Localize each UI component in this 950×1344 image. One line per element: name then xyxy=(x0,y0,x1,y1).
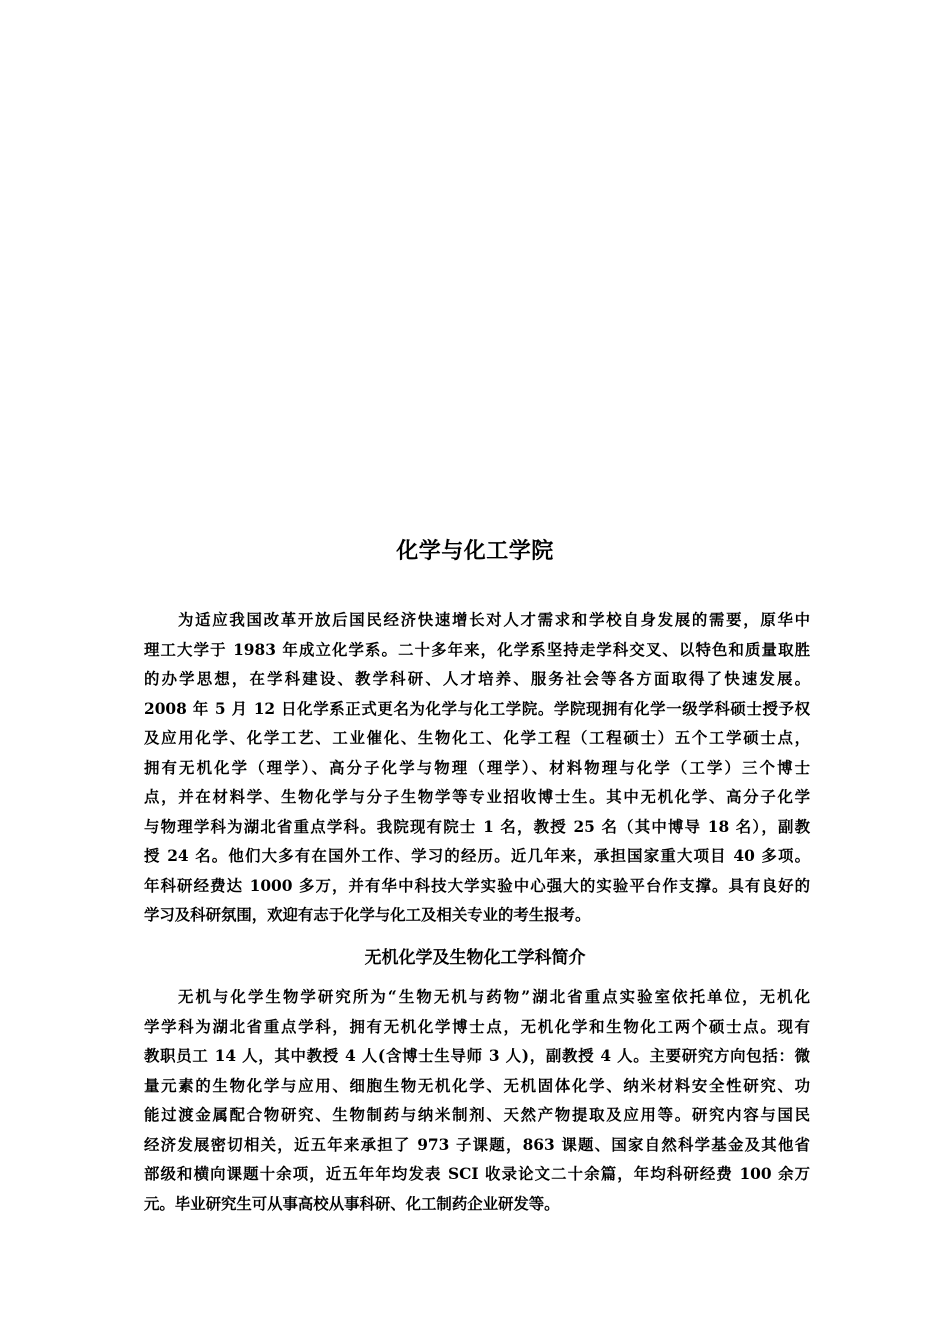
paragraph-line: 为适应我国改革开放后国民经济快速增长对人才需求和学校自身发展的需要，原华中 xyxy=(178,611,810,629)
paragraph-line: 教职员工 14 人，其中教授 4 人(含博士生导师 3 人)，副教授 4 人。主要研究方向包括：微 xyxy=(144,1047,810,1065)
paragraph-line: 无机与化学生物学研究所为“生物无机与药物”湖北省重点实验室依托单位，无机化 xyxy=(178,988,810,1006)
paragraph-line: 量元素的生物化学与应用、细胞生物无机化学、无机固体化学、纳米材料安全性研究、功 xyxy=(144,1076,810,1095)
paragraph-line: 能过渡金属配合物研究、生物制药与纳米制剂、天然产物提取及应用等。研究内容与国民 xyxy=(144,1106,810,1124)
paragraph-line: 经济发展密切相关，近五年来承担了 973 子课题，863 课题、国家自然科学基金及其他省 xyxy=(144,1135,810,1154)
paragraph-line: 年科研经费达 1000 多万，并有华中科技大学实验中心强大的实验平台作支撑。具有良好的 xyxy=(144,876,810,895)
document-title: 化学与化工学院 xyxy=(396,539,554,564)
paragraph-line: 学习及科研氛围，欢迎有志于化学与化工及相关专业的考生报考。 xyxy=(144,906,591,924)
section-heading: 无机化学及生物化工学科简介 xyxy=(364,948,586,968)
paragraph-line: 与物理学科为湖北省重点学科。我院现有院士 1 名，教授 25 名（其中博导 18 名），副教 xyxy=(144,817,810,836)
paragraph-line: 的办学思想，在学科建设、教学科研、人才培养、服务社会等各方面取得了快速发展。 xyxy=(144,670,810,688)
paragraph-line: 授 24 名。他们大多有在国外工作、学习的经历。近几年来，承担国家重大项目 40 多项。 xyxy=(144,847,810,865)
intro-paragraph xyxy=(144,606,810,931)
paragraph-line: 拥有无机化学（理学）、高分子化学与物理（理学）、材料物理与化学（工学）三个博士 xyxy=(144,758,810,777)
paragraph-line: 点，并在材料学、生物化学与分子生物学等专业招收博士生。其中无机化学、高分子化学 xyxy=(144,788,810,806)
paragraph-line: 部级和横向课题十余项，近五年年均发表 SCI 收录论文二十余篇，年均科研经费 100 余万 xyxy=(144,1165,810,1183)
paragraph-line: 理工大学于 1983 年成立化学系。二十多年来，化学系坚持走学科交叉、以特色和质量取胜 xyxy=(144,640,810,659)
section-paragraph xyxy=(144,983,810,1219)
paragraph-line: 元。毕业研究生可从事高校从事科研、化工制药企业研发等。 xyxy=(144,1194,560,1213)
paragraph-line: 学学科为湖北省重点学科，拥有无机化学博士点，无机化学和生物化工两个硕士点。现有 xyxy=(144,1017,810,1036)
paragraph-line: 2008 年 5 月 12 日化学系正式更名为化学与化工学院。学院现拥有化学一级学科硕士授予权 xyxy=(144,699,810,718)
paragraph-line: 及应用化学、化学工艺、工业催化、生物化工、化学工程（工程硕士）五个工学硕士点， xyxy=(144,729,810,747)
